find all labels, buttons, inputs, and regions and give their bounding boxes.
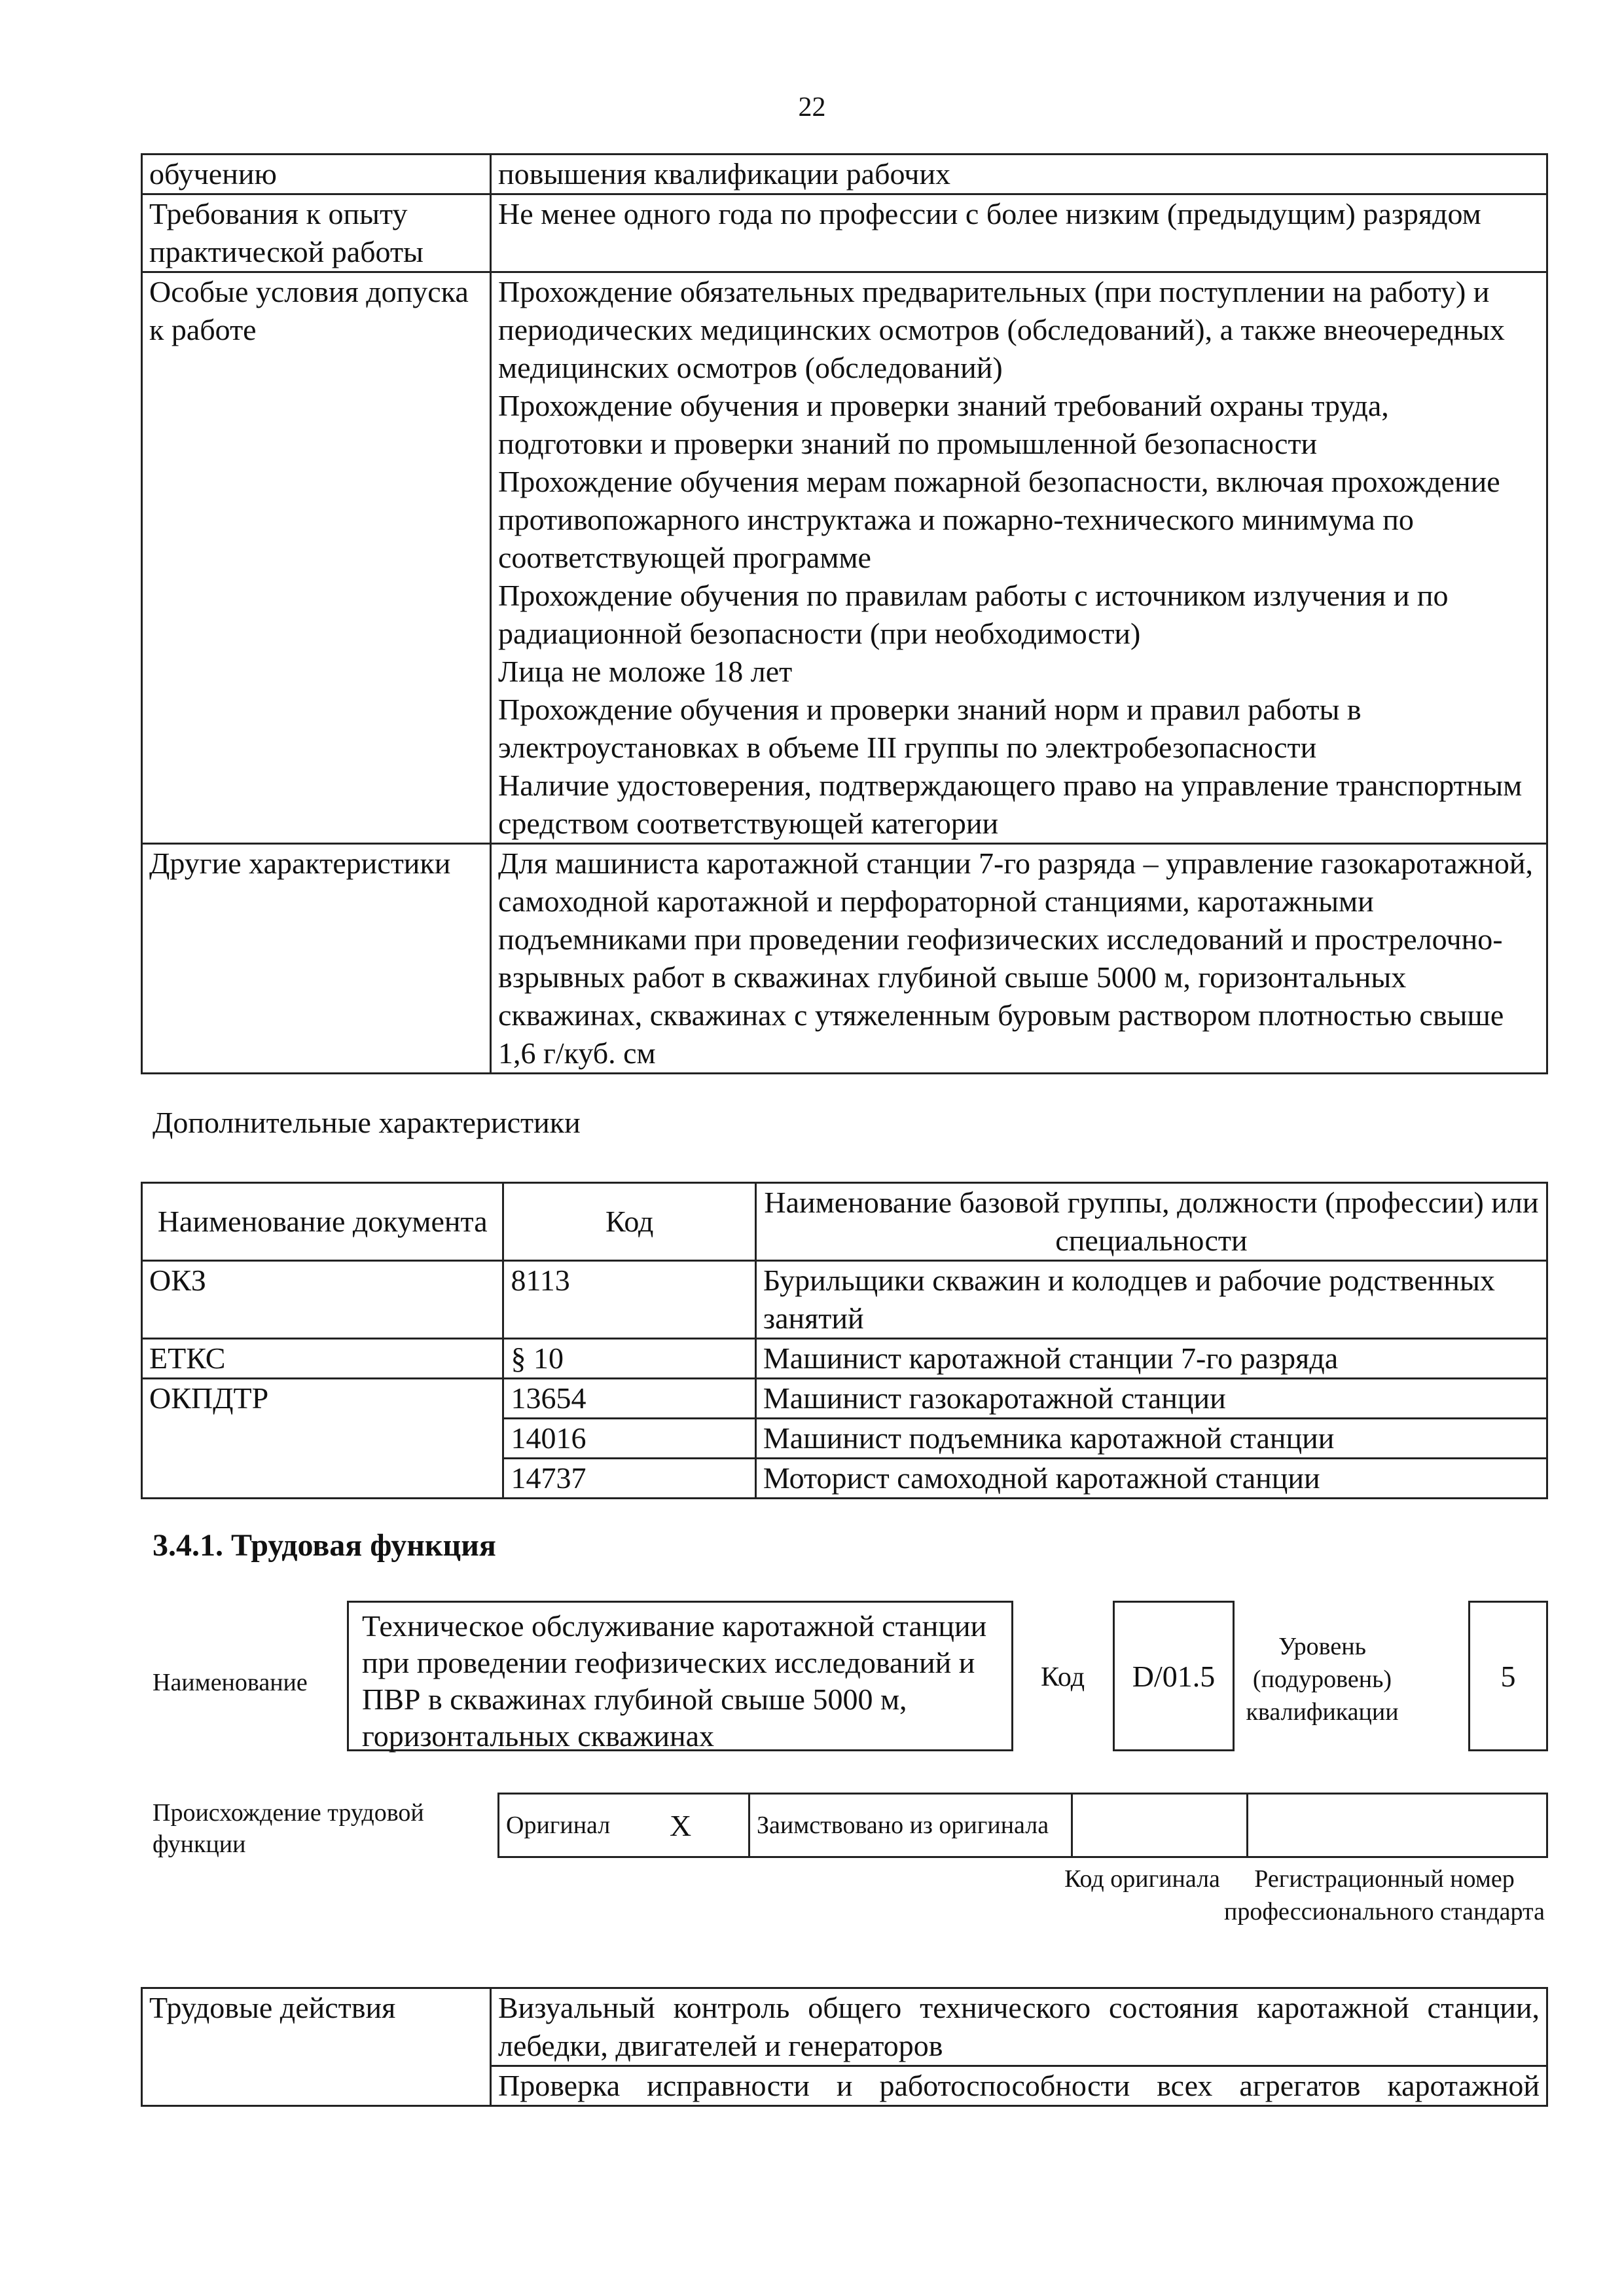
text-line: Лица не моложе 18 лет [498,655,793,688]
table-header-row [142,1183,1547,1261]
additional-characteristics-table [141,1182,1548,1499]
name-cell: Машинист подъемника каротажной станции [755,1419,1547,1459]
origin-label: Происхождение трудовой функции [153,1799,424,1858]
row-text [491,194,1547,272]
name-cell: Машинист каротажной станции 7-го разряда [755,1339,1547,1379]
doc-cell: ЕТКС [142,1339,503,1379]
level-label: Уровень (подуровень) квалификации [1246,1633,1399,1726]
row-text [491,272,1547,844]
row-label: Особые условия допуска к работе [142,272,491,844]
function-name-box: Техническое обслуживание каротажной станции при проведении геофизических исследований и ПВР в скважинах глубиной свыше 5000 м, горизонтальных скважинах [347,1601,1013,1751]
code-cell: 14016 [503,1419,755,1459]
registration-number-cell [1248,1794,1547,1857]
name-label: Наименование [153,1669,308,1696]
name-cell: Моторист самоходной каротажной станции [755,1459,1547,1499]
text-line: Для машиниста каротажной станции 7-го разряда – управление газокаротажной, самоходной каротажной и перфораторной станциями, каротажными подъемниками при проведении геофизических исследований и прострелочно-взрывных работ в скважинах глубиной свыше 5000 м, горизонтальных скважинах, скважинах с утяжеленным буровым раствором плотностью свыше 1,6 г/куб. см [498,847,1534,1070]
name-cell: Бурильщики скважин и колодцев и рабочие родственных занятий [755,1261,1547,1339]
text-line: повышения квалификации рабочих [498,157,951,191]
table-row [142,1988,1547,2066]
section-title: 3.4.1. Трудовая функция [153,1528,496,1563]
row-text [491,844,1547,1074]
column-header: Наименование базовой группы, должности (профессии) или специальности [755,1183,1547,1261]
original-code-cell [1072,1794,1248,1857]
origin-table [497,1793,1548,1858]
registration-number-caption: Регистрационный номер профессионального стандарта [1224,1865,1545,1925]
text-line: Прохождение обязательных предварительных (при поступлении на работу) и периодических медицинских осмотров (обследований), а также внеочередных медицинских осмотров (обследований) [498,275,1505,384]
table-row [499,1794,1547,1857]
name-cell: Машинист газокаротажной станции [755,1379,1547,1419]
table-row [142,1261,1547,1339]
row-text [491,155,1547,194]
additional-characteristics-title: Дополнительные характеристики [153,1106,581,1139]
doc-cell: ОКЗ [142,1261,503,1339]
text-line: Не менее одного года по профессии с более низким (предыдущим) разрядом [498,197,1481,230]
code-cell: 14737 [503,1459,755,1499]
row-label: Другие характеристики [142,844,491,1074]
column-header: Код [503,1183,755,1261]
row-label: Требования к опыту практической работы [142,194,491,272]
text-line: Прохождение обучения и проверки знаний норм и правил работы в электроустановках в объеме III группы по электробезопасности [498,693,1362,764]
text-line: Наличие удостоверения, подтверждающего право на управление транспортным средством соответствующей категории [498,769,1523,840]
original-code-caption: Код оригинала [1064,1865,1220,1893]
function-level-box: 5 [1468,1601,1548,1751]
function-code-box: D/01.5 [1113,1601,1235,1751]
code-cell: § 10 [503,1339,755,1379]
original-mark: X [663,1794,749,1857]
column-header: Наименование документа [142,1183,503,1261]
text-line: Прохождение обучения по правилам работы с источником излучения и по радиационной безопасности (при необходимости) [498,579,1449,650]
labor-actions-table [141,1987,1548,2107]
table-row [142,1379,1547,1419]
original-cell: Оригинал [499,1794,664,1857]
text-line: Прохождение обучения мерам пожарной безопасности, включая прохождение противопожарного инструктажа и пожарно-технического минимума по соответствующей программе [498,465,1500,574]
labor-action: Проверка исправности и работоспособности всех агрегатов каротажной [491,2066,1547,2106]
doc-cell: ОКПДТР [142,1379,503,1499]
table-row [142,155,1547,194]
text-line: Прохождение обучения и проверки знаний требований охраны труда, подготовки и проверки знаний по промышленной безопасности [498,389,1389,460]
qualification-requirements-table [141,153,1548,1074]
table-row [142,1339,1547,1379]
row-label: обучению [142,155,491,194]
row-label: Трудовые действия [142,1988,491,2106]
borrowed-cell: Заимствовано из оригинала [749,1794,1072,1857]
code-cell: 8113 [503,1261,755,1339]
table-row [142,844,1547,1074]
page-number: 22 [798,92,826,122]
table-row [142,272,1547,844]
code-label: Код [1041,1662,1085,1692]
labor-action: Визуальный контроль общего технического состояния каротажной станции, лебедки, двигателей и генераторов [491,1988,1547,2066]
code-cell: 13654 [503,1379,755,1419]
table-row [142,194,1547,272]
